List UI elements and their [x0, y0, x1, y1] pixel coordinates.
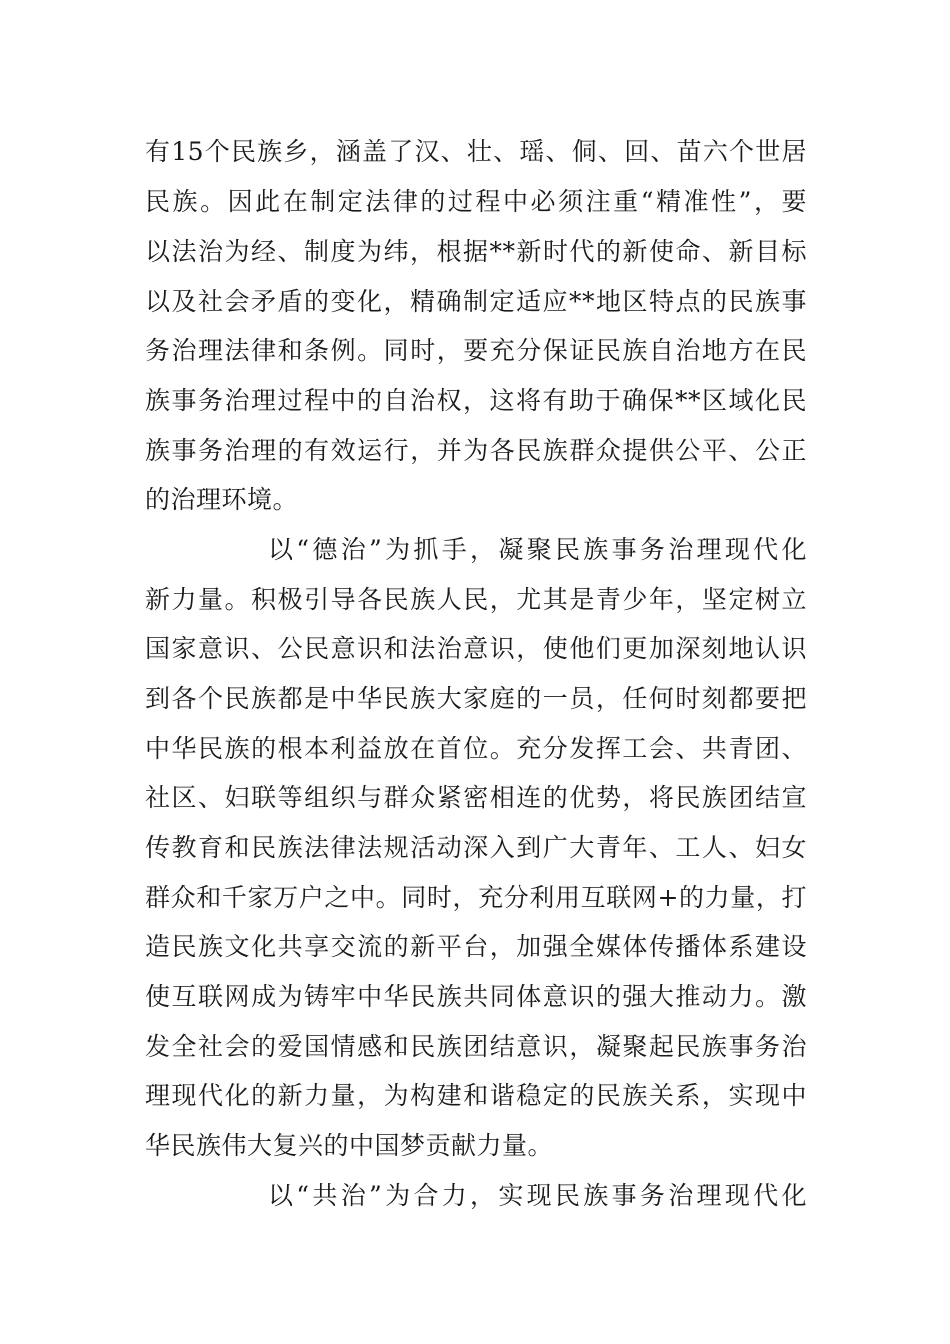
text-line: 民族。因此在制定法律的过程中必须注重“精准性”，要 [145, 187, 807, 216]
text-line: 族事务治理的有效运行，并为各民族群众提供公平、公正 [145, 436, 807, 465]
text-line: 新力量。积极引导各民族人民，尤其是青少年，坚定树立 [145, 585, 807, 614]
text-line: 华民族伟大复兴的中国梦贡献力量。 [145, 1131, 554, 1160]
text-line: 的治理环境。 [145, 485, 299, 514]
text-line: 传教育和民族法律法规活动深入到广大青年、工人、妇女 [145, 833, 807, 862]
text-line: 以及社会矛盾的变化，精确制定适应**地区特点的民族事 [145, 287, 807, 316]
text-line: 使互联网成为铸牢中华民族共同体意识的强大推动力。激 [145, 982, 807, 1011]
text-line: 族事务治理过程中的自治权，这将有助于确保**区域化民 [145, 386, 807, 415]
paragraph-heading-line: 以“共治”为合力，实现民族事务治理现代化 [268, 1181, 807, 1210]
text-line: 造民族文化共享交流的新平台，加强全媒体传播体系建设 [145, 932, 807, 961]
text-line: 社区、妇联等组织与群众紧密相连的优势，将民族团结宣 [145, 783, 807, 812]
paragraph-heading-line: 以“德治”为抓手，凝聚民族事务治理现代化 [268, 535, 807, 564]
text-line: 群众和千家万户之中。同时，充分利用互联网+的力量，打 [145, 883, 807, 912]
text-line: 发全社会的爱国情感和民族团结意识，凝聚起民族事务治 [145, 1032, 807, 1061]
text-line: 中华民族的根本利益放在首位。充分发挥工会、共青团、 [145, 734, 807, 763]
text-line: 以法治为经、制度为纬，根据**新时代的新使命、新目标 [145, 237, 807, 266]
text-line: 到各个民族都是中华民族大家庭的一员，任何时刻都要把 [145, 684, 807, 713]
text-line: 有15个民族乡，涵盖了汉、壮、瑶、侗、回、苗六个世居 [145, 137, 807, 166]
text-line: 务治理法律和条例。同时，要充分保证民族自治地方在民 [145, 336, 807, 365]
text-line: 理现代化的新力量，为构建和谐稳定的民族关系，实现中 [145, 1081, 807, 1110]
text-line: 国家意识、公民意识和法治意识，使他们更加深刻地认识 [145, 634, 807, 663]
